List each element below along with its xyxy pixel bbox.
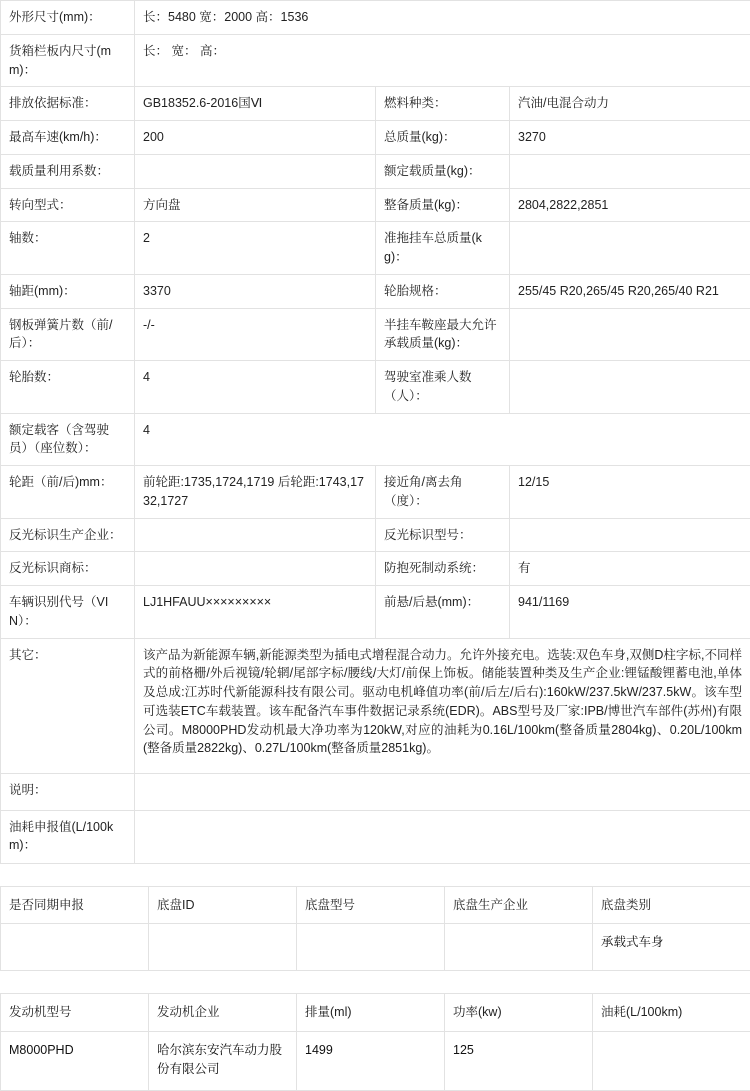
spec-value-fuel-type: 汽油/电混合动力 (510, 87, 750, 121)
spec-label-overhang: 前悬/后悬(mm)： (376, 586, 510, 639)
spec-value-rated-passengers: 4 (135, 413, 750, 466)
table-row (1, 773, 750, 810)
spec-label-reflector-model: 反光标识型号： (376, 518, 510, 552)
spec-label-load-coefficient: 载质量利用系数： (1, 154, 135, 188)
spec-value-steering-type: 方向盘 (135, 188, 376, 222)
spec-value-wheelbase: 3370 (135, 274, 376, 308)
spec-label-gross-mass: 总质量(kg)： (376, 121, 510, 155)
spec-value-max-speed: 200 (135, 121, 376, 155)
spec-label-approach-departure-angle: 接近角/离去角（度）： (376, 466, 510, 519)
spec-value-other: 该产品为新能源车辆,新能源类型为插电式增程混合动力。允许外接充电。选装:双色车身,双侧D柱字标,不同样式的前格栅/外后视镜/轮辋/尾部字标/腰线/大灯/前保上饰板。储能装置种类及生产企业:锂锰酸锂蓄电池,单体及总成:江苏时代新能源科技有限公司。驱动电机峰值功率(前/后左/后右):160kW/237.5kW/237.5kW。该车型可选装ETC车载装置。该车配备汽车事件数据记录系统(EDR)。ABS型号及厂家:IPB/博世汽车部件(苏州)有限公司。M8000PHD发动机最大净功率为120kW,对应的油耗为0.16L/100km(整备质量2804kg)、0.20L/100km(整备质量2822kg)、0.27L/100km(整备质量2851kg)。 (135, 638, 750, 773)
spec-value-cargo-box: 长： 宽： 高： (135, 34, 750, 87)
spec-label-tire-spec: 轮胎规格： (376, 274, 510, 308)
spec-value-tire-spec: 255/45 R20,265/45 R20,265/40 R21 (510, 274, 750, 308)
spec-value-approach-departure-angle: 12/15 (510, 466, 750, 519)
engine-header-model: 发动机型号 (1, 994, 149, 1032)
spec-value-reflector-model (510, 518, 750, 552)
spec-label-abs: 防抱死制动系统： (376, 552, 510, 586)
spec-label-dimensions: 外形尺寸(mm)： (1, 1, 135, 35)
chassis-header-model: 底盘型号 (297, 886, 445, 924)
spec-value-vin: LJ1HFAUU××××××××× (135, 586, 376, 639)
table-row (1, 34, 750, 87)
spec-label-leaf-spring: 钢板弹簧片数（前/后）： (1, 308, 135, 361)
chassis-header-same-period: 是否同期申报 (1, 886, 149, 924)
spec-value-track-width: 前轮距:1735,1724,1719 后轮距:1743,1732,1727 (135, 466, 376, 519)
spec-label-max-speed: 最高车速(km/h)： (1, 121, 135, 155)
table-row (1, 1032, 750, 1091)
table-row (1, 274, 750, 308)
spec-label-axle-count: 轴数： (1, 222, 135, 275)
spec-value-trailer-mass (510, 222, 750, 275)
spec-label-fuel-type: 燃料种类： (376, 87, 510, 121)
chassis-header-manufacturer: 底盘生产企业 (445, 886, 593, 924)
chassis-header-id: 底盘ID (149, 886, 297, 924)
spec-value-leaf-spring: -/- (135, 308, 376, 361)
table-row (1, 466, 750, 519)
table-row (1, 121, 750, 155)
table-row (1, 87, 750, 121)
spec-value-curb-mass: 2804,2822,2851 (510, 188, 750, 222)
table-row (1, 552, 750, 586)
spec-value-note (135, 773, 750, 810)
spec-label-cargo-box: 货箱栏板内尺寸(mm)： (1, 34, 135, 87)
spec-value-reflector-manufacturer (135, 518, 376, 552)
chassis-table (0, 886, 750, 972)
engine-cell-power: 125 (445, 1032, 593, 1091)
engine-cell-fuel-consumption (593, 1032, 750, 1091)
spec-value-fuel-consumption (135, 810, 750, 863)
table-row (1, 154, 750, 188)
table-row (1, 810, 750, 863)
spec-value-cab-occupants (510, 361, 750, 414)
spec-value-emission-standard: GB18352.6-2016国Ⅵ (135, 87, 376, 121)
chassis-cell-model (297, 924, 445, 971)
section-divider-2 (0, 971, 750, 993)
engine-cell-displacement: 1499 (297, 1032, 445, 1091)
table-row (1, 1, 750, 35)
section-divider (0, 864, 750, 886)
spec-label-note: 说明： (1, 773, 135, 810)
chassis-cell-manufacturer (445, 924, 593, 971)
spec-label-steering-type: 转向型式： (1, 188, 135, 222)
table-row (1, 518, 750, 552)
table-row (1, 924, 750, 971)
spec-label-rated-load: 额定载质量(kg)： (376, 154, 510, 188)
spec-value-overhang: 941/1169 (510, 586, 750, 639)
spec-label-reflector-manufacturer: 反光标识生产企业： (1, 518, 135, 552)
spec-label-wheelbase: 轴距(mm)： (1, 274, 135, 308)
table-row (1, 188, 750, 222)
spec-label-cab-occupants: 驾驶室准乘人数（人）： (376, 361, 510, 414)
table-row (1, 222, 750, 275)
spec-label-curb-mass: 整备质量(kg)： (376, 188, 510, 222)
chassis-header-category: 底盘类别 (593, 886, 750, 924)
spec-label-reflector-brand: 反光标识商标： (1, 552, 135, 586)
engine-table (0, 993, 750, 1091)
spec-value-load-coefficient (135, 154, 376, 188)
chassis-cell-same-period (1, 924, 149, 971)
spec-label-saddle-mass: 半挂车鞍座最大允许承载质量(kg)： (376, 308, 510, 361)
spec-value-axle-count: 2 (135, 222, 376, 275)
spec-label-vin: 车辆识别代号（VIN）： (1, 586, 135, 639)
spec-label-other: 其它： (1, 638, 135, 773)
spec-label-fuel-consumption: 油耗申报值(L/100km)： (1, 810, 135, 863)
table-row (1, 308, 750, 361)
spec-value-reflector-brand (135, 552, 376, 586)
engine-cell-model: M8000PHD (1, 1032, 149, 1091)
engine-header-displacement: 排量(ml) (297, 994, 445, 1032)
spec-label-emission-standard: 排放依据标准： (1, 87, 135, 121)
engine-header-manufacturer: 发动机企业 (149, 994, 297, 1032)
table-header-row (1, 994, 750, 1032)
spec-value-dimensions: 长：5480 宽：2000 高：1536 (135, 1, 750, 35)
spec-value-gross-mass: 3270 (510, 121, 750, 155)
chassis-cell-id (149, 924, 297, 971)
spec-value-rated-load (510, 154, 750, 188)
engine-cell-manufacturer: 哈尔滨东安汽车动力股份有限公司 (149, 1032, 297, 1091)
spec-label-rated-passengers: 额定载客（含驾驶员）（座位数）： (1, 413, 135, 466)
table-row (1, 638, 750, 773)
spec-label-tire-count: 轮胎数： (1, 361, 135, 414)
table-row (1, 413, 750, 466)
engine-header-fuel-consumption: 油耗(L/100km) (593, 994, 750, 1032)
spec-label-track-width: 轮距（前/后)mm： (1, 466, 135, 519)
chassis-cell-category: 承载式车身 (593, 924, 750, 971)
spec-value-tire-count: 4 (135, 361, 376, 414)
table-row (1, 586, 750, 639)
spec-value-saddle-mass (510, 308, 750, 361)
engine-header-power: 功率(kw) (445, 994, 593, 1032)
spec-value-abs: 有 (510, 552, 750, 586)
table-row (1, 361, 750, 414)
spec-label-trailer-mass: 准拖挂车总质量(kg)： (376, 222, 510, 275)
table-header-row (1, 886, 750, 924)
